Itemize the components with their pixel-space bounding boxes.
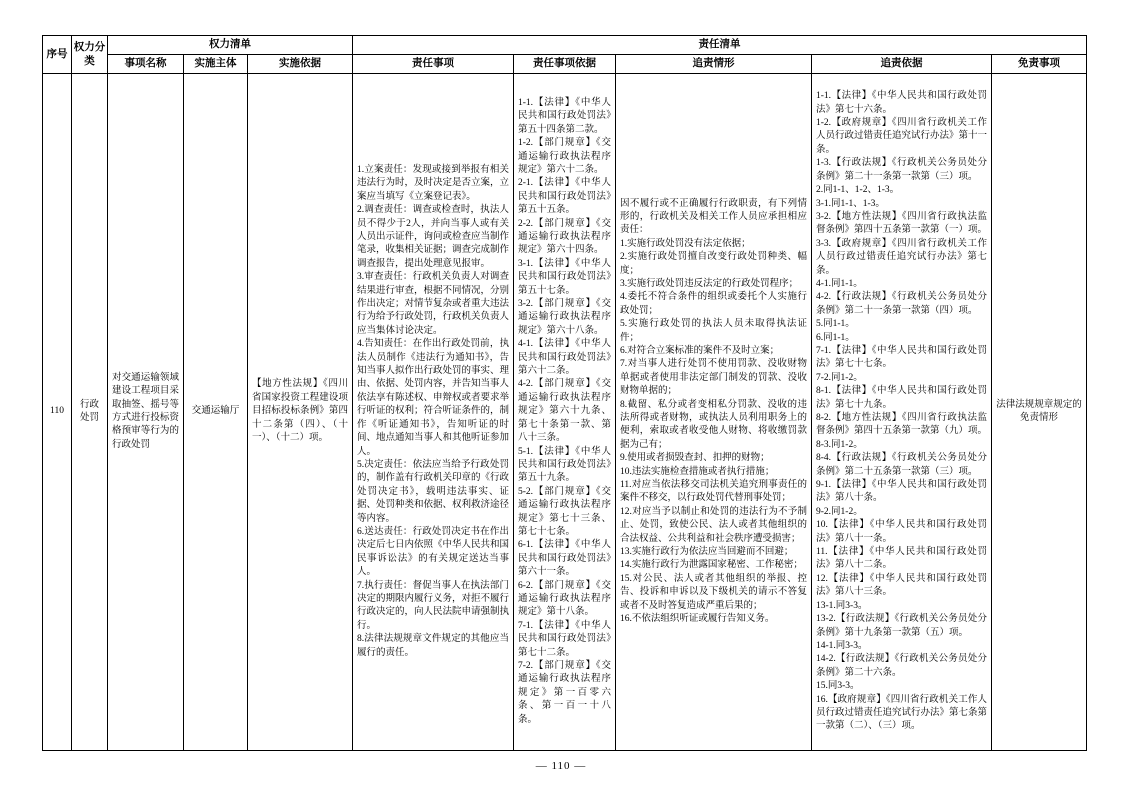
paragraph: 5-1.【法律】《中华人民共和国行政处罚法》第五十九条。 bbox=[518, 446, 611, 484]
paragraph: 14-2.【行政法规】《行政机关公务员处分条例》第二十六条。 bbox=[816, 654, 987, 678]
cell-duty-basis bbox=[514, 74, 616, 751]
paragraph: 5.同1-1。 bbox=[816, 319, 855, 330]
header-seq: 序号 bbox=[43, 36, 72, 74]
paragraph: 9-2.同1-2。 bbox=[816, 506, 863, 517]
paragraph: 8.截留、私分或者变相私分罚款、没收的违法所得或者财物，或执法人员利用职务上的便利，索取或者收受他人财物、将收缴罚款据为己有； bbox=[620, 399, 807, 450]
paragraph: 1.立案责任：发现或接到举报有相关违法行为时，及时决定是否立案，立案应当填写《立案登记表》。 bbox=[357, 164, 510, 202]
paragraph: 7-2.【部门规章】《交通运输行政执法程序规定》第一百零六条、第一百一十八条。 bbox=[518, 661, 611, 725]
header-item-name: 事项名称 bbox=[108, 55, 184, 74]
paragraph: 8-3.同1-2。 bbox=[816, 439, 863, 450]
paragraph: 1-2.【政府规章】《四川省行政机关工作人员行政过错责任追究试行办法》第十一条。 bbox=[816, 118, 988, 155]
paragraph: 5.实施行政处罚的执法人员未取得执法证件； bbox=[620, 319, 807, 343]
header-implementer: 实施主体 bbox=[184, 55, 248, 74]
paragraph: 11.对应当依法移交司法机关追究刑事责任的案件不移交，以行政处罚代替刑事处罚； bbox=[620, 480, 807, 504]
paragraph: 3-3.【政府规章】《四川省行政机关工作人员行政过错责任追究试行办法》第七条。 bbox=[816, 238, 987, 276]
paragraph: 6.同1-1。 bbox=[816, 332, 855, 343]
paragraph: 2.调查责任：调查或检查时，执法人员不得少于2人，并向当事人或有关人员出示证件，询问或检查应当制作笔录，收集相关证据；调查完成制作调查报告，提出处理意见报审。 bbox=[357, 205, 510, 269]
paragraph: 10.【法律】《中华人民共和国行政处罚法》第八十一条。 bbox=[816, 520, 987, 544]
cell-acc-basis bbox=[812, 74, 992, 751]
paragraph: 7.对当事人进行处罚不使用罚款、没收财物单据或者使用非法定部门制发的罚款、没收财物单据的； bbox=[620, 359, 807, 397]
paragraph: 8-2.【地方性法规】《四川省行政执法监督条例》第四十五条第一款第（九）项。 bbox=[816, 413, 988, 437]
paragraph: 8.法律法规规章文件规定的其他应当履行的责任。 bbox=[357, 634, 509, 658]
paragraph: 13.实施行政行为依法应当回避而不回避； bbox=[620, 547, 794, 558]
paragraph: 4-1.同1-1。 bbox=[816, 278, 863, 289]
power-responsibility-table bbox=[42, 35, 1087, 751]
cell-acc-situations bbox=[616, 74, 812, 751]
paragraph: 2-2.【部门规章】《交通运输行政执法程序规定》第六十四条。 bbox=[518, 218, 611, 256]
header-duty-basis: 责任事项依据 bbox=[514, 55, 616, 74]
header-impl-basis: 实施依据 bbox=[248, 55, 353, 74]
paragraph: 6-2.【部门规章】《交通运输行政执法程序规定》第十八条。 bbox=[518, 580, 611, 618]
paragraph: 3.审查责任：行政机关负责人对调查结果进行审查，根据不同情况，分别作出决定；对情节复杂或者重大违法行为给予行政处罚，行政机关负责人应当集体讨论决定。 bbox=[357, 272, 510, 336]
paragraph: 4-2.【行政法规】《行政机关公务员处分条例》第二十一条第一款第（四）项。 bbox=[816, 292, 987, 316]
paragraph: 5-2.【部门规章】《交通运输行政执法程序规定》第七十三条、第七十七条。 bbox=[518, 486, 611, 537]
paragraph: 6.送达责任：行政处罚决定书在作出决定后七日内依照《中华人民共和国民事诉讼法》的有关规定送达当事人。 bbox=[357, 526, 510, 578]
paragraph: 7-2.同1-2。 bbox=[816, 372, 863, 383]
paragraph: 7.执行责任：督促当事人在执法部门决定的期限内履行义务，对拒不履行行政决定的，向人民法院申请强制执行。 bbox=[357, 580, 510, 631]
header-power-list-group: 权力清单 bbox=[108, 36, 353, 55]
cell-impl-basis: 【地方性法规】《四川省国家投资工程建设项目招标投标条例》第四十二条第（四）、（十一）、（十二）项。 bbox=[248, 74, 353, 751]
header-acc-situations: 追责情形 bbox=[616, 55, 812, 74]
paragraph: 4.委托不符合条件的组织或委托个人实施行政处罚； bbox=[620, 292, 807, 316]
paragraph: 12.【法律】《中华人民共和国行政处罚法》第八十三条。 bbox=[816, 573, 987, 598]
paragraph: 4-1.【法律】《中华人民共和国行政处罚法》第六十二条。 bbox=[518, 339, 611, 377]
paragraph: 14-1.同3-3。 bbox=[816, 640, 868, 651]
paragraph: 9-1.【法律】《中华人民共和国行政处罚法》第八十条。 bbox=[816, 480, 987, 504]
paragraph: 3-1.【法律】《中华人民共和国行政处罚法》第五十七条。 bbox=[518, 258, 611, 296]
paragraph: 4.告知责任：在作出行政处罚前，执法人员制作《违法行为通知书》，告知当事人拟作出行政处罚的事实、理由、依据、处罚内容，并告知当事人依法享有陈述权、申辩权或者要求举行听证的权利；符合听证条件的，制作《听证通知书》，告知听证的时间、地点通知当事人和其他听证参加人。 bbox=[357, 339, 510, 457]
paragraph: 3.实施行政处罚违反法定的行政处罚程序； bbox=[620, 278, 799, 289]
paragraph: 13-2.【行政法规】《行政机关公务员处分条例》第十九条第一款第（五）项。 bbox=[816, 614, 987, 638]
paragraph: 6-1.【法律】《中华人民共和国行政处罚法》第六十一条。 bbox=[518, 540, 611, 578]
paragraph: 2-1.【法律】《中华人民共和国行政处罚法》第五十五条。 bbox=[518, 178, 611, 216]
paragraph: 13-1.同3-3。 bbox=[816, 600, 868, 611]
paragraph: 1-1.【法律】《中华人民共和国行政处罚法》第五十四条第二款。 bbox=[518, 97, 611, 135]
paragraph: 1-3.【行政法规】《行政机关公务员处分条例》第二十一条第一款第（三）项。 bbox=[816, 158, 987, 182]
paragraph: 1-2.【部门规章】《交通运输行政执法程序规定》第六十二条。 bbox=[518, 138, 611, 175]
paragraph: 7-1.【法律】《中华人民共和国行政处罚法》第七十七条。 bbox=[816, 345, 987, 370]
cell-exemption: 法律法规规章规定的免责情形 bbox=[992, 74, 1087, 751]
paragraph: 3-2.【地方性法规】《四川省行政执法监督条例》第四十五条第一款第（一）项。 bbox=[816, 211, 988, 236]
cell-category: 行政处罚 bbox=[72, 74, 108, 751]
paragraph: 15.对公民、法人或者其他组织的举报、控告、投诉和申诉以及下级机关的请示不答复或者不及时答复造成严重后果的； bbox=[620, 573, 807, 611]
paragraph: 2.同1-1、1-2、1-3。 bbox=[816, 185, 900, 196]
header-row-groups bbox=[43, 36, 1087, 55]
table-row bbox=[43, 74, 1087, 751]
paragraph: 4-2.【部门规章】《交通运输行政执法程序规定》第六十九条、第七十条第一款、第八十三条。 bbox=[518, 379, 611, 444]
cell-item-name: 对交通运输领域建设工程项目采取抽签、摇号等方式进行投标资格预审等行为的行政处罚 bbox=[108, 74, 184, 751]
header-duty-items: 责任事项 bbox=[353, 55, 514, 74]
paragraph: 15.同3-3。 bbox=[816, 681, 860, 692]
paragraph: 12.对应当予以制止和处罚的违法行为不予制止、处罚，致使公民、法人或者其他组织的合法权益、公共利益和社会秩序遭受损害； bbox=[620, 506, 807, 544]
paragraph: 2.实施行政处罚擅自改变行政处罚种类、幅度； bbox=[620, 252, 807, 276]
paragraph: 8-1.【法律】《中华人民共和国行政处罚法》第七十九条。 bbox=[816, 386, 987, 410]
paragraph: 因不履行或不正确履行行政职责，有下列情形的，行政机关及相关工作人员应承担相应责任： bbox=[620, 198, 807, 236]
paragraph: 11.【法律】《中华人民共和国行政处罚法》第八十二条。 bbox=[816, 547, 987, 571]
paragraph: 10.违法实施检查措施或者执行措施； bbox=[620, 466, 775, 477]
paragraph: 7-1.【法律】《中华人民共和国行政处罚法》第七十二条。 bbox=[518, 620, 611, 658]
header-exemption: 免责事项 bbox=[992, 55, 1087, 74]
paragraph: 14.实施行政行为泄露国家秘密、工作秘密； bbox=[620, 560, 803, 571]
paragraph: 1-1.【法律】《中华人民共和国行政处罚法》第七十六条。 bbox=[816, 91, 987, 115]
cell-duty-items bbox=[353, 74, 514, 751]
cell-implementer: 交通运输厅 bbox=[184, 74, 248, 751]
paragraph: 16.【政府规章】《四川省行政机关工作人员行政过错责任追究试行办法》第七条第一款第（二）、（三）项。 bbox=[816, 694, 988, 732]
header-row-columns bbox=[43, 55, 1087, 74]
paragraph: 3-2.【部门规章】《交通运输行政执法程序规定》第六十八条。 bbox=[518, 299, 611, 336]
paragraph: 8-4.【行政法规】《行政机关公务员处分条例》第二十五条第一款第（三）项。 bbox=[816, 453, 987, 477]
paragraph: 3-1.同1-1、1-3。 bbox=[816, 198, 885, 209]
paragraph: 9.使用或者损毁查封、扣押的财物； bbox=[620, 453, 770, 464]
paragraph: 1.实施行政处罚没有法定依据； bbox=[620, 238, 751, 249]
paragraph: 16.不依法组织听证或履行告知义务。 bbox=[620, 614, 775, 625]
paragraph: 5.决定责任：依法应当给予行政处罚的，制作盖有行政机关印章的《行政处罚决定书》，载明违法事实、证据、处罚种类和依据、权利救济途径等内容。 bbox=[357, 459, 510, 524]
header-acc-basis: 追责依据 bbox=[812, 55, 992, 74]
page-number: — 110 — bbox=[535, 760, 587, 772]
header-duty-list-group: 责任清单 bbox=[353, 36, 1087, 55]
paragraph: 6.对符合立案标准的案件不及时立案； bbox=[620, 345, 780, 356]
cell-seq: 110 bbox=[43, 74, 72, 751]
header-category: 权力分类 bbox=[72, 36, 108, 74]
